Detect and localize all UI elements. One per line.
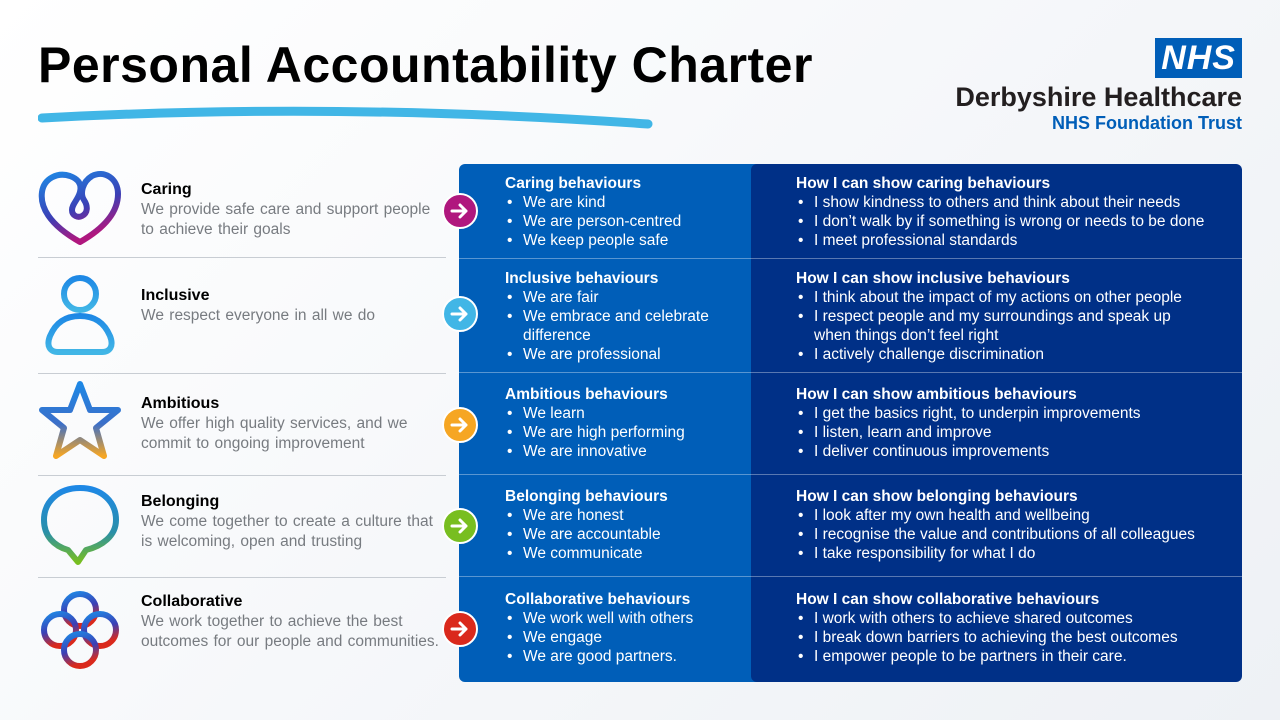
page-title: Personal Accountability Charter — [38, 37, 813, 93]
value-name: Caring — [141, 181, 192, 198]
list-item: • We are person-centred — [505, 212, 745, 231]
list-item: • We are honest — [505, 506, 745, 525]
how-title: How I can show ambitious behaviours — [796, 386, 1077, 403]
behaviours-block-caring — [505, 174, 745, 250]
list-item: • We are fair — [505, 288, 745, 307]
behaviours-title: Ambitious behaviours — [505, 386, 668, 403]
org-subtitle: NHS Foundation Trust — [1052, 113, 1242, 133]
list-item: • We engage — [505, 628, 745, 647]
value-name: Ambitious — [141, 395, 220, 412]
list-item: • We are good partners. — [505, 647, 745, 666]
list-item: • We are professional — [505, 345, 745, 364]
arrow-right-icon — [442, 508, 478, 544]
list-item: • I show kindness to others and think about their needs — [796, 193, 1226, 212]
list-item: • I break down barriers to achieving the best outcomes — [796, 628, 1226, 647]
heart-icon — [38, 170, 122, 251]
list-item: • I recognise the value and contributions of all colleagues — [796, 525, 1226, 544]
arrow-right-icon — [442, 407, 478, 443]
how-block-caring — [796, 174, 1226, 250]
list-item: • I take responsibility for what I do — [796, 544, 1226, 563]
arrow-right-icon — [442, 611, 478, 647]
how-block-inclusive — [796, 269, 1226, 364]
list-item: • I deliver continuous improvements — [796, 442, 1226, 461]
person-icon — [44, 274, 116, 361]
behaviours-block-inclusive — [505, 269, 745, 364]
behaviours-block-ambitious — [505, 385, 745, 461]
value-item-caring — [38, 160, 446, 258]
list-item: • I empower people to be partners in their care. — [796, 647, 1226, 666]
behaviours-block-belonging — [505, 487, 745, 563]
list-item: • I look after my own health and wellbeing — [796, 506, 1226, 525]
how-block-belonging — [796, 487, 1226, 563]
list-item: • We are innovative — [505, 442, 745, 461]
star-icon — [38, 380, 122, 465]
nhs-badge: NHS — [1155, 38, 1242, 78]
how-title: How I can show inclusive behaviours — [796, 270, 1070, 287]
value-item-collaborative — [38, 578, 446, 678]
list-item: • We are high performing — [505, 423, 745, 442]
value-description: We provide safe care and support people to achieve their goals — [141, 201, 431, 238]
value-name: Belonging — [141, 493, 220, 510]
value-item-ambitious — [38, 374, 446, 476]
arrow-right-icon — [442, 296, 478, 332]
list-item: • We are kind — [505, 193, 745, 212]
value-description: We offer high quality services, and we commit to ongoing improvement — [141, 415, 408, 452]
row-separator — [459, 576, 1242, 577]
value-item-belonging — [38, 476, 446, 578]
behaviours-title: Inclusive behaviours — [505, 270, 659, 287]
list-item: • I respect people and my surroundings and speak up when things don’t feel right — [796, 307, 1196, 345]
behaviours-title: Belonging behaviours — [505, 488, 668, 505]
behaviours-title: Caring behaviours — [505, 175, 642, 192]
list-item: • We keep people safe — [505, 231, 745, 250]
behaviours-title: Collaborative behaviours — [505, 591, 691, 608]
title-underline — [38, 100, 658, 130]
nhs-logo — [955, 38, 1242, 134]
how-block-collaborative — [796, 590, 1226, 666]
how-block-ambitious — [796, 385, 1226, 461]
row-separator — [459, 258, 1242, 259]
value-name: Collaborative — [141, 593, 243, 610]
row-separator — [459, 474, 1242, 475]
value-description: We come together to create a culture that is welcoming, open and trusting — [141, 513, 433, 550]
how-title: How I can show collaborative behaviours — [796, 591, 1100, 608]
list-item: • We work well with others — [505, 609, 745, 628]
value-name: Inclusive — [141, 287, 210, 304]
list-item: • We learn — [505, 404, 745, 423]
list-item: • I get the basics right, to underpin improvements — [796, 404, 1226, 423]
list-item: • We embrace and celebrate difference — [505, 307, 745, 345]
clover-icon — [38, 588, 122, 677]
value-item-inclusive — [38, 258, 446, 374]
value-description: We work together to achieve the best outcomes for our people and communities. — [141, 613, 439, 650]
list-item: • I meet professional standards — [796, 231, 1226, 250]
behaviours-block-collaborative — [505, 590, 745, 666]
how-title: How I can show caring behaviours — [796, 175, 1051, 192]
list-item: • We communicate — [505, 544, 745, 563]
list-item: • I work with others to achieve shared outcomes — [796, 609, 1226, 628]
value-description: We respect everyone in all we do — [141, 307, 376, 324]
org-name: Derbyshire Healthcare — [955, 82, 1242, 112]
speech-bubble-icon — [40, 484, 120, 571]
list-item: • I actively challenge discrimination — [796, 345, 1196, 364]
arrow-right-icon — [442, 193, 478, 229]
list-item: • I listen, learn and improve — [796, 423, 1226, 442]
list-item: • I think about the impact of my actions on other people — [796, 288, 1196, 307]
list-item: • I don’t walk by if something is wrong or needs to be done — [796, 212, 1226, 231]
how-title: How I can show belonging behaviours — [796, 488, 1078, 505]
list-item: • We are accountable — [505, 525, 745, 544]
row-separator — [459, 372, 1242, 373]
